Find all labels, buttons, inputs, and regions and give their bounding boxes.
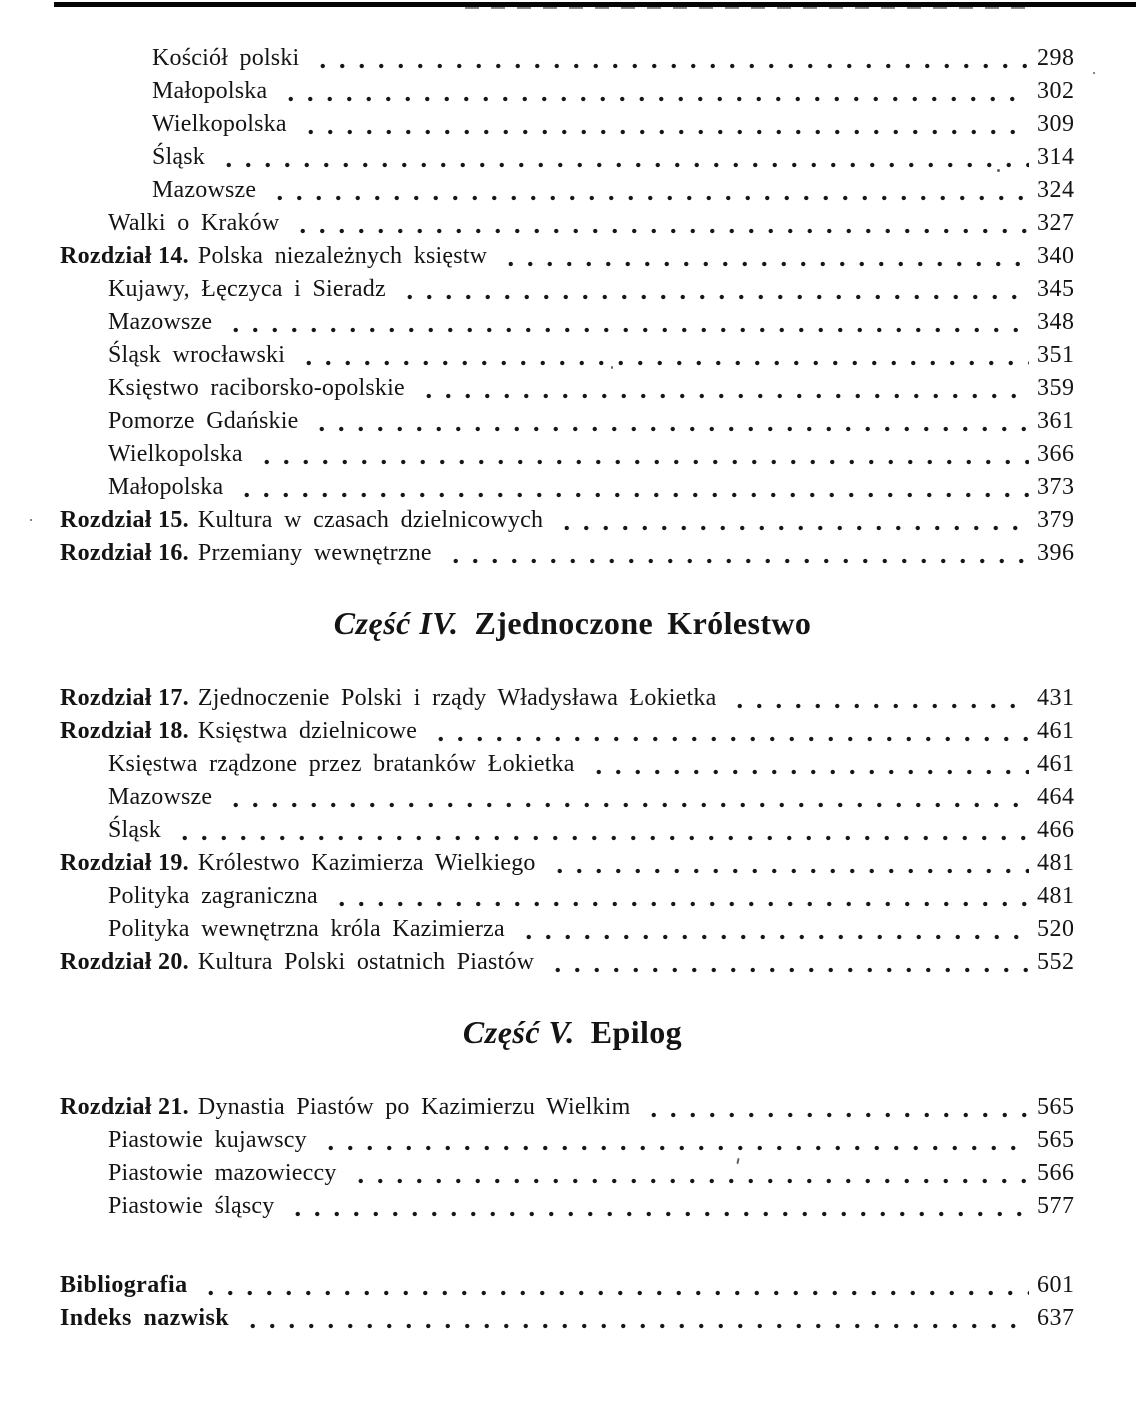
toc-entry: [60, 946, 1085, 979]
toc-entry-title-text: Piastowie kujawscy: [108, 1127, 307, 1153]
toc-entry-title-text: Piastowie mazowieccy: [108, 1160, 337, 1186]
page-number: 340: [1037, 243, 1075, 269]
toc-entry-title: [108, 814, 161, 847]
toc-entry: [60, 1190, 1085, 1223]
toc-entry: [60, 141, 1085, 174]
toc-entry: [60, 682, 1085, 715]
dot-leader: [417, 377, 1029, 405]
chapter-label: Rozdział 16.: [60, 540, 189, 566]
toc-entry: [60, 108, 1085, 141]
toc-entry-title: [108, 339, 285, 372]
page-number: 637: [1037, 1305, 1075, 1331]
toc-entry-title: [60, 1091, 630, 1124]
toc-entry-title-text: Polityka zagraniczna: [108, 883, 318, 909]
dot-leader: [548, 852, 1029, 880]
toc-entry-title: [152, 108, 287, 141]
toc-entry-title: [108, 405, 298, 438]
dot-leader: [173, 819, 1029, 847]
toc-entry-title-text: Pomorze Gdańskie: [108, 408, 299, 434]
toc-entry: [60, 913, 1085, 946]
toc-entry: [60, 1091, 1085, 1124]
toc-entry-title: [60, 946, 534, 979]
dot-leader: [319, 1129, 1029, 1157]
toc-entry-title-text: Małopolska: [152, 78, 268, 104]
page-number: 565: [1037, 1094, 1075, 1120]
toc-entry-title: [108, 913, 505, 946]
toc-entry: [60, 814, 1085, 847]
part-label: Część V.: [462, 1014, 575, 1050]
chapter-label: Rozdział 18.: [60, 718, 189, 744]
toc-entry-title-text: Wielkopolska: [152, 111, 287, 137]
toc-entry-title: [108, 1124, 307, 1157]
page-number: 601: [1037, 1272, 1075, 1298]
toc-entry-title: [108, 207, 279, 240]
toc-entry: [60, 537, 1085, 570]
toc-entry: [60, 748, 1085, 781]
dot-leader: [429, 720, 1029, 748]
page-number: 366: [1037, 441, 1075, 467]
dot-leader: [499, 245, 1029, 273]
scan-speck: [1093, 72, 1095, 74]
toc-entry-title: [152, 141, 205, 174]
toc-entry-title: [152, 174, 256, 207]
toc-entry: [60, 174, 1085, 207]
page-number: 461: [1037, 751, 1075, 777]
toc-entry-title-text: Śląsk: [152, 144, 206, 170]
toc-entry-title: [60, 537, 432, 570]
toc-entry-title: [108, 1190, 274, 1223]
toc-entry: [60, 273, 1085, 306]
toc-entry-title: [60, 504, 543, 537]
toc-entry-title-text: Walki o Kraków: [108, 210, 280, 236]
toc-entry: [60, 880, 1085, 913]
toc-entry-title-text: Mazowsze: [108, 784, 213, 810]
chapter-label: Rozdział 21.: [60, 1094, 189, 1120]
toc-entry-title: [108, 273, 386, 306]
toc-entry-title-text: Śląsk: [108, 817, 162, 843]
dot-leader: [517, 918, 1029, 946]
toc-entry: [60, 1302, 1085, 1335]
toc-entry: [60, 405, 1085, 438]
toc-block: [60, 1091, 1085, 1223]
toc-entry-title-text: Królestwo Kazimierza Wielkiego: [197, 850, 536, 876]
dot-leader: [311, 47, 1029, 75]
toc-entry-title-text: Małopolska: [108, 474, 224, 500]
dot-leader: [224, 311, 1029, 339]
toc-entry: [60, 1269, 1085, 1302]
toc-block: [60, 682, 1085, 979]
scan-speck: [30, 519, 32, 521]
dot-leader: [728, 687, 1029, 715]
toc-entry: [60, 207, 1085, 240]
toc-entry-title-text: Dynastia Piastów po Kazimierzu Wielkim: [197, 1094, 631, 1120]
toc-entry-title: [108, 372, 405, 405]
page-number: 481: [1037, 883, 1075, 909]
page-number: 431: [1037, 685, 1075, 711]
chapter-label: Rozdział 14.: [60, 243, 189, 269]
toc-entry-title: [152, 42, 299, 75]
page-number: 298: [1037, 45, 1075, 71]
dot-leader: [546, 951, 1029, 979]
page-number: 348: [1037, 309, 1075, 335]
toc-entry: [60, 471, 1085, 504]
toc-entry-title-text: Przemiany wewnętrzne: [197, 540, 432, 566]
toc-entry-title-text: Polska niezależnych księstw: [197, 243, 488, 269]
toc-entry-title-text: Wielkopolska: [108, 441, 243, 467]
dot-leader: [279, 80, 1029, 108]
toc-entry-title-text: Księstwa dzielnicowe: [197, 718, 418, 744]
toc-entry-title-text: Bibliografia: [60, 1272, 188, 1298]
page-number: 314: [1037, 144, 1075, 170]
toc-entry-title: [60, 847, 536, 880]
toc-entry-title: [60, 682, 716, 715]
toc-entry-title-text: Śląsk wrocławski: [108, 342, 286, 368]
page-number: 396: [1037, 540, 1075, 566]
toc: [60, 42, 1085, 1335]
toc-entry-title: [108, 880, 318, 913]
page-number: 324: [1037, 177, 1075, 203]
toc-entry-title: [60, 240, 487, 273]
toc-entry-title-text: Indeks nazwisk: [60, 1305, 229, 1331]
page-number: 327: [1037, 210, 1075, 236]
page-number: 373: [1037, 474, 1075, 500]
toc-entry-title-text: Kultura Polski ostatnich Piastów: [197, 949, 535, 975]
dot-leader: [241, 1307, 1029, 1335]
scan-edge-artifact: [54, 2, 1136, 7]
toc-entry: [60, 42, 1085, 75]
toc-entry-title-text: Kościół polski: [152, 45, 300, 71]
page-number: 464: [1037, 784, 1075, 810]
page-number: 379: [1037, 507, 1075, 533]
dot-leader: [255, 443, 1029, 471]
toc-entry: [60, 438, 1085, 471]
part-title: Epilog: [590, 1014, 683, 1050]
toc-entry-title: [108, 471, 223, 504]
dot-leader: [349, 1162, 1029, 1190]
dot-leader: [398, 278, 1029, 306]
toc-block: [60, 1269, 1085, 1335]
page-number: 466: [1037, 817, 1075, 843]
part-title: Zjednoczone Królestwo: [474, 605, 812, 641]
dot-leader: [286, 1195, 1029, 1223]
dot-leader: [555, 509, 1029, 537]
toc-entry: [60, 240, 1085, 273]
toc-entry: [60, 306, 1085, 339]
toc-entry-title: [108, 781, 212, 814]
page-number: 361: [1037, 408, 1075, 434]
toc-entry-title: [108, 748, 575, 781]
toc-entry-title-text: Księstwo raciborsko-opolskie: [108, 375, 405, 401]
dot-leader: [224, 786, 1029, 814]
toc-block: [60, 42, 1085, 570]
toc-entry-title: [108, 1157, 337, 1190]
dot-leader: [199, 1274, 1029, 1302]
toc-entry-title: [152, 75, 267, 108]
page-number: 520: [1037, 916, 1075, 942]
toc-entry-title: [60, 1302, 229, 1335]
toc-entry-title-text: Kultura w czasach dzielnicowych: [197, 507, 544, 533]
toc-entry: [60, 781, 1085, 814]
page-number: 359: [1037, 375, 1075, 401]
toc-entry: [60, 504, 1085, 537]
toc-entry-title: [108, 306, 212, 339]
page-number: 302: [1037, 78, 1075, 104]
toc-entry: [60, 1124, 1085, 1157]
dot-leader: [299, 113, 1029, 141]
toc-entry: [60, 339, 1085, 372]
dot-leader: [268, 179, 1029, 207]
toc-entry: [60, 715, 1085, 748]
dot-leader: [291, 212, 1029, 240]
chapter-label: Rozdział 19.: [60, 850, 189, 876]
dot-leader: [330, 885, 1029, 913]
toc-entry-title-text: Polityka wewnętrzna króla Kazimierza: [108, 916, 505, 942]
page-number: 481: [1037, 850, 1075, 876]
toc-entry-title: [60, 715, 417, 748]
toc-entry-title-text: Mazowsze: [152, 177, 257, 203]
chapter-label: Rozdział 17.: [60, 685, 189, 711]
part-heading: [60, 1009, 1085, 1055]
part-label: Część IV.: [333, 605, 459, 641]
dot-leader: [297, 344, 1029, 372]
toc-entry-title-text: Piastowie śląscy: [108, 1193, 275, 1219]
toc-entry: [60, 75, 1085, 108]
part-heading: [60, 600, 1085, 646]
toc-entry: [60, 1157, 1085, 1190]
toc-entry-title: [108, 438, 243, 471]
page-number: 461: [1037, 718, 1075, 744]
dot-leader: [235, 476, 1029, 504]
toc-entry-title-text: Kujawy, Łęczyca i Sieradz: [108, 276, 386, 302]
chapter-label: Rozdział 15.: [60, 507, 189, 533]
toc-entry: [60, 847, 1085, 880]
page-number: 345: [1037, 276, 1075, 302]
page-number: 552: [1037, 949, 1075, 975]
toc-entry-title: [60, 1269, 187, 1302]
dot-leader: [444, 542, 1029, 570]
dot-leader: [587, 753, 1029, 781]
toc-entry-title-text: Mazowsze: [108, 309, 213, 335]
page-number: 351: [1037, 342, 1075, 368]
toc-entry-title-text: Zjednoczenie Polski i rządy Władysława Łokietka: [197, 685, 717, 711]
dot-leader: [217, 146, 1029, 174]
dot-leader: [310, 410, 1029, 438]
page-number: 577: [1037, 1193, 1075, 1219]
page-number: 566: [1037, 1160, 1075, 1186]
toc-entry: [60, 372, 1085, 405]
dot-leader: [642, 1096, 1029, 1124]
page-number: 565: [1037, 1127, 1075, 1153]
chapter-label: Rozdział 20.: [60, 949, 189, 975]
page-number: 309: [1037, 111, 1075, 137]
toc-entry-title-text: Księstwa rządzone przez bratanków Łokietka: [108, 751, 575, 777]
